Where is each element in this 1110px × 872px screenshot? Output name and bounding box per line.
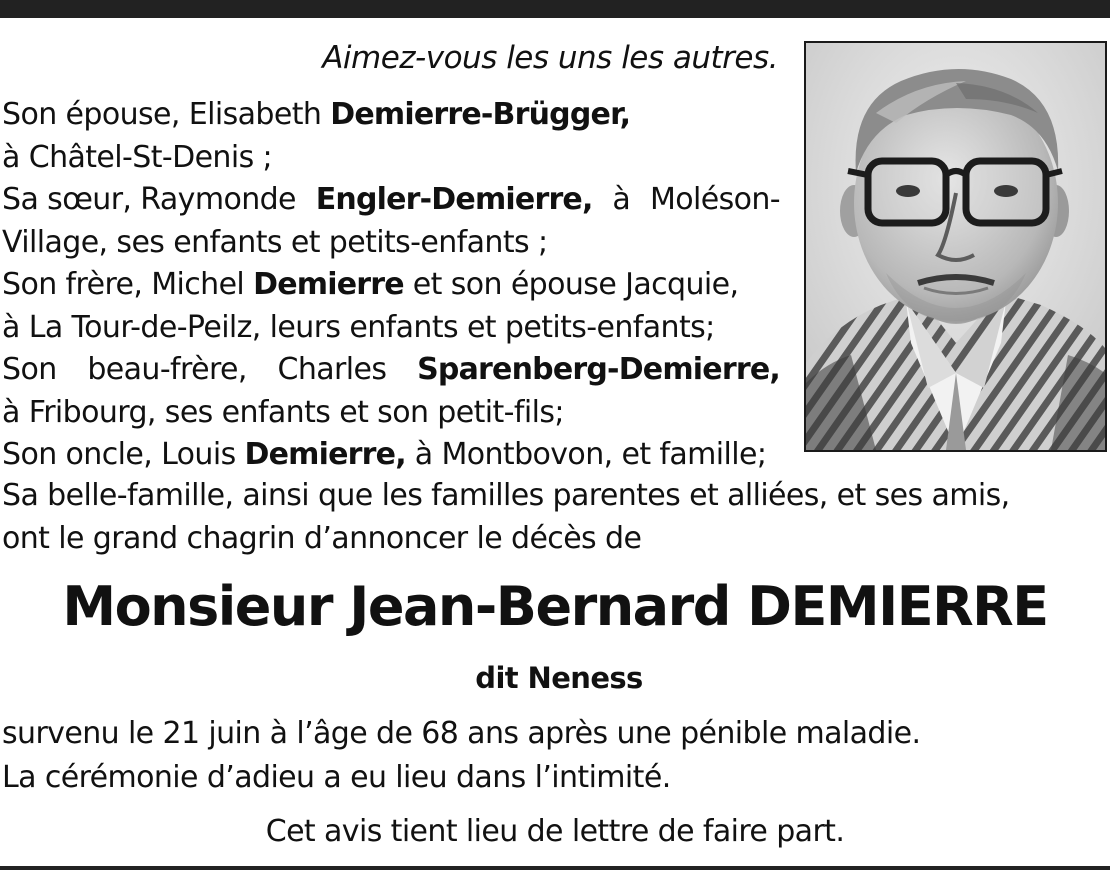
family-surname: Sparenberg-Demierre,: [417, 352, 780, 387]
top-rule: [0, 0, 1110, 18]
family-text: Son oncle, Louis: [2, 437, 245, 472]
portrait-photo: [804, 41, 1107, 452]
family-list: [2, 94, 780, 477]
family-text: Charles: [277, 352, 387, 387]
motto: Aimez-vous les uns les autres.: [322, 40, 778, 76]
announcement-line: ont le grand chagrin d’annoncer le décès de: [2, 520, 642, 556]
details-line: survenu le 21 juin à l’âge de 68 ans après une pénible maladie.: [2, 716, 921, 751]
death-details: [2, 712, 1102, 800]
closing-note: Cet avis tient lieu de lettre de faire part.: [265, 814, 845, 849]
details-line: La cérémonie d’adieu a eu lieu dans l’intimité.: [2, 760, 671, 795]
family-text: à Fribourg, ses enfants et son petit-fils;: [2, 394, 564, 430]
family-line: [2, 307, 780, 350]
family-line: [2, 264, 780, 307]
family-text: à: [612, 182, 631, 217]
deceased-name: Monsieur Jean-Bernard DEMIERRE: [62, 575, 1048, 638]
family-text: à Châtel-St-Denis ;: [2, 139, 273, 175]
announcement-line: Sa belle-famille, ainsi que les familles parentes et alliées, et ses amis,: [2, 478, 1010, 513]
family-text: Son: [2, 352, 57, 387]
portrait-photo-graphic: [806, 43, 1105, 450]
family-text: à La Tour-de-Peilz, leurs enfants et petits-enfants;: [2, 309, 715, 345]
family-text: beau-frère,: [87, 352, 247, 387]
family-line: [2, 222, 780, 265]
family-text: à Montbovon, et famille;: [405, 437, 767, 472]
family-line: [2, 349, 780, 392]
family-surname: Demierre: [253, 267, 404, 302]
bottom-rule: [0, 866, 1110, 870]
deceased-nickname: dit Neness: [475, 661, 643, 695]
family-line: [2, 179, 780, 222]
announcement: [2, 475, 1102, 560]
family-text: Village, ses enfants et petits-enfants ;: [2, 224, 548, 260]
family-line: [2, 137, 780, 180]
family-text: Son frère, Michel: [2, 267, 254, 302]
family-text: Son épouse, Elisabeth: [2, 97, 331, 132]
family-surname: Demierre,: [244, 437, 406, 472]
family-surname: Engler-Demierre,: [315, 182, 593, 217]
family-line: [2, 94, 780, 137]
family-surname: Demierre-Brügger,: [330, 97, 631, 132]
family-line: [2, 434, 780, 477]
family-line: [2, 392, 780, 435]
family-text: Moléson-: [649, 182, 780, 217]
family-text: Sa sœur, Raymonde: [2, 182, 296, 217]
family-text: et son épouse Jacquie,: [403, 267, 739, 302]
